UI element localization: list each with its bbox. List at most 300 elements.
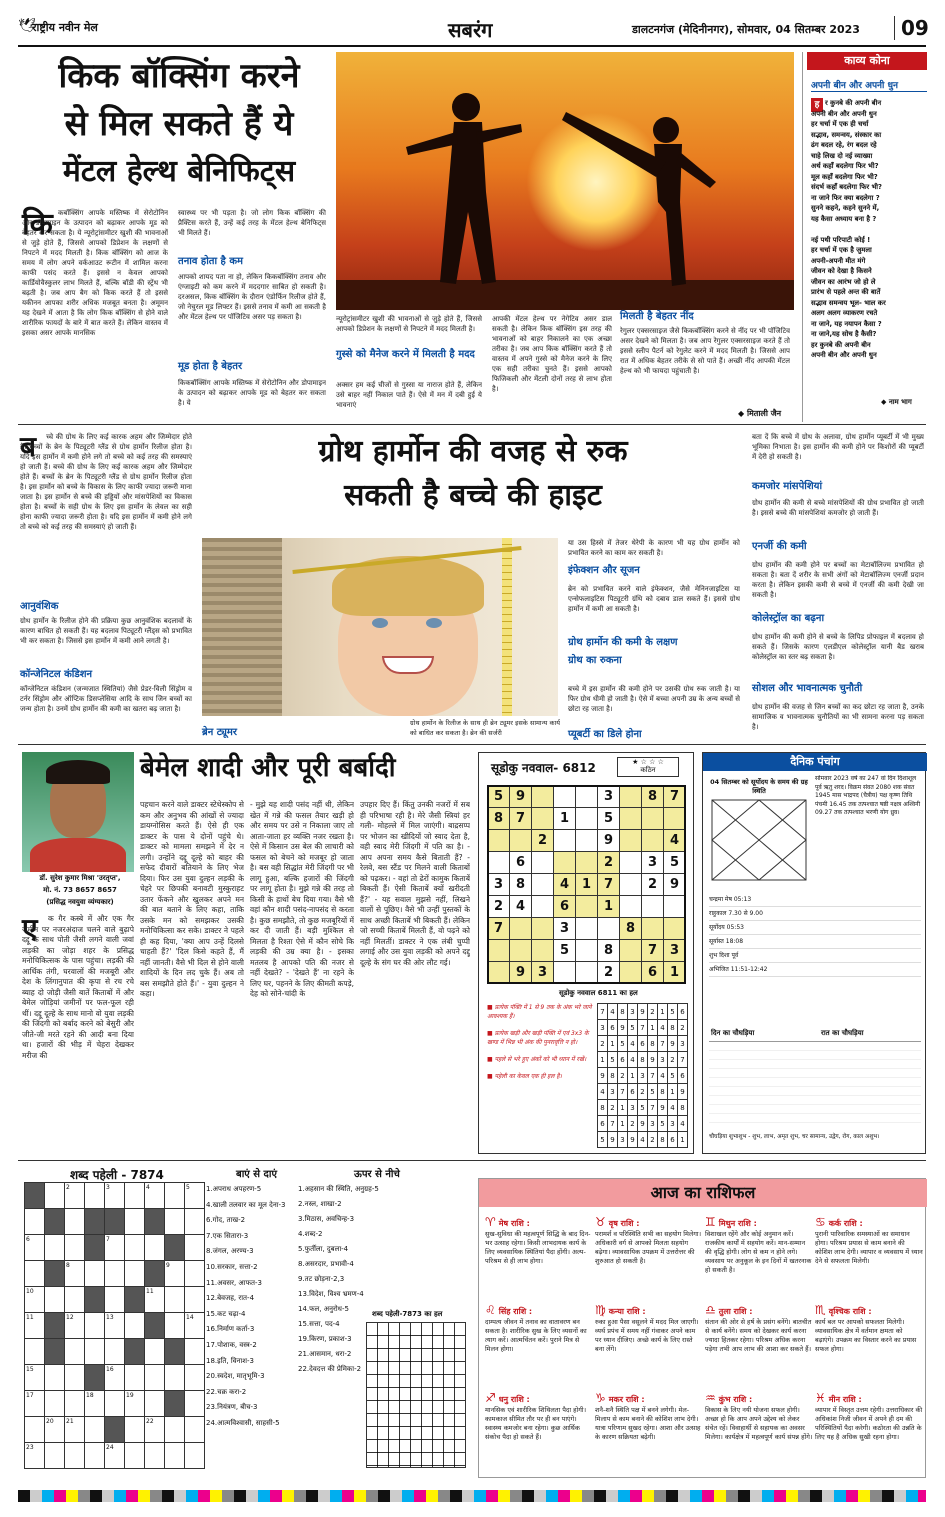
- dateline: डालटनगंज (मेदिनीनगर), सोमवार, 04 सितम्बर 2023: [632, 23, 860, 36]
- zodiac-icon: ♐: [485, 1391, 496, 1405]
- crossword-black-cell: [144, 1312, 165, 1339]
- crossword-black-cell: [84, 1364, 105, 1391]
- sudoku-answer-cell: 8: [677, 1099, 688, 1116]
- crossword-cell[interactable]: 9: [164, 1260, 185, 1287]
- crossword-cell[interactable]: [144, 1442, 165, 1469]
- growth-col1-text: च्चे की ग्रोथ के लिए कई कारक अहम और जिम्मेदार होते हैं। बच्चों के ब्रेन के पिट्यूटरी ग्लैंड से ग्रोथ हार्मोन रिलीज होता है। यदि इस हार्मोन में कमी होने लगे तो बच्चे को कई तरह की समस्याएं हो जाती हैं। बच्चे की ग्रोथ के लिए कई कारक अहम और जिम्मेदार होते हैं। बच्चों के ब्रेन के पिट्यूटरी ग्लैंड से ग्रोथ हार्मोन रिलीज होता है। इस हार्मोन को बच्चे के विकास के लिए काफी ज्यादा जरूरी माना जाता है। इस हार्मोन से बच्चे की हड्डियों और मांसपेशियों का विकास होता है। बच्चों के सही ग्रोथ के लिए इस हार्मोन के लेवल का सही होना काफी ज्यादा जरूरी होता है। यदि इस हार्मोन में कमी होने लगे तो बच्चे को कई तरह की समस्याएं हो जाती हैं।: [20, 433, 192, 531]
- sudoku-answer-cell: 3: [617, 1131, 628, 1148]
- sudoku-answer-cell: 8: [647, 1035, 658, 1052]
- across-clues: [206, 1182, 296, 1432]
- crossword-cell[interactable]: [24, 1338, 45, 1365]
- growth-headline-line: सकती है बच्चे की हाइट: [344, 478, 602, 513]
- crossword-cell[interactable]: 5: [184, 1182, 205, 1209]
- sudoku-answer-cell: 7: [647, 1067, 658, 1084]
- crossword-cell[interactable]: 11: [144, 1286, 165, 1313]
- sudoku-answer-cell: 7: [677, 1051, 688, 1068]
- panchang-row: शुभ दिशा पूर्व: [709, 949, 921, 963]
- sudoku-cell[interactable]: 7: [509, 807, 532, 830]
- section-rule: [18, 744, 926, 745]
- sudoku-cell[interactable]: 9: [663, 873, 686, 896]
- sudoku-answer-cell: 9: [667, 1035, 678, 1052]
- crossword-cell[interactable]: [124, 1364, 145, 1391]
- growth-subhead: कमजोर मांसपेशियां: [752, 481, 823, 492]
- sudoku-cell[interactable]: 5: [663, 851, 686, 874]
- crossword-cell[interactable]: 14: [184, 1312, 205, 1339]
- sudoku-cell[interactable]: 5: [553, 939, 576, 962]
- sudoku-answer-cell: 2: [647, 1003, 658, 1020]
- panchang-title: दैनिक पंचांग: [703, 753, 927, 771]
- sudoku-answer-cell: 4: [667, 1099, 678, 1116]
- rashi-card: [595, 1211, 703, 1295]
- poem-byline: ◆ नाम भाग: [881, 398, 912, 406]
- crossword-cell[interactable]: [84, 1442, 105, 1469]
- crossword-cell[interactable]: 12: [64, 1312, 85, 1339]
- sudoku-cell[interactable]: 5: [597, 807, 620, 830]
- sudoku-answer-cell: 5: [647, 1083, 658, 1100]
- crossword-cell[interactable]: 19: [124, 1390, 145, 1417]
- poem-line: हर कुनबे की अपनी बीन: [811, 340, 871, 349]
- sudoku-answer-cell: 2: [627, 1115, 638, 1132]
- page-number: 09: [894, 16, 929, 40]
- growth-headline-line: ग्रोथ हार्मोन की वजह से रुक: [318, 434, 628, 469]
- poem-dropcap: ह: [811, 98, 823, 112]
- sudoku-answer-cell: 5: [607, 1051, 618, 1068]
- sudoku-cell[interactable]: 2: [597, 851, 620, 874]
- growth-subhead: इंफेक्शन और सूजन: [568, 565, 640, 576]
- poem-line: सुनने कहने, कहने सुनने में,: [811, 204, 880, 212]
- poem-line: अपनी बीन और अपनी धुन: [811, 109, 877, 118]
- sudoku-cell[interactable]: 8: [487, 807, 510, 830]
- sudoku-cell[interactable]: 5: [487, 785, 510, 808]
- sudoku-cell[interactable]: 3: [487, 873, 510, 896]
- poem-line: प्रारंभ से पहले अन्त की बातें: [811, 288, 881, 296]
- photo-caption: ग्रोथ हार्मोन के रिलीज के साथ ही ब्रेन ट्यूमर इसके सामान्य कार्य को बाधित कर सकता है। ब्रेन की सर्जरी: [410, 719, 560, 737]
- poem-line: ढंग बदल रहे, रंग बदल रहे: [811, 141, 877, 149]
- growth-subhead: ब्रेन ट्यूमर: [202, 727, 237, 738]
- author-photo: [22, 752, 134, 872]
- lead-headline-line: किक बॉक्सिंग करने: [58, 56, 300, 96]
- sudoku-cell[interactable]: 7: [487, 917, 510, 940]
- crossword-cell[interactable]: [184, 1338, 205, 1365]
- sudoku-rules: [487, 1003, 593, 1089]
- panchang-info: सोमवार 2023 वर्ष का 247 वां दिन दिशाशूल पूर्व ऋतु शरद। विक्रम संवत 2080 शक संवत 1945 मास भाद्रपद (चैत्रीय) पक्ष कृष्ण तिथि पंचमी 16.45 तक तत्पश्चात षष्ठी नक्षत्र अश्विनी 09.27 तक तत्पश्चात भरणी योग ध्रुव।: [815, 775, 921, 817]
- crossword-cell[interactable]: [44, 1442, 65, 1469]
- crossword-cell[interactable]: [64, 1234, 85, 1261]
- rashi-card: [705, 1299, 813, 1383]
- crossword-cell[interactable]: [184, 1390, 205, 1417]
- sudoku-rule: ■ प्रत्येक खड़ी और खड़ी पंक्ति में एवं 3x3 के खण्ड में भिन्न भी अंक की पुनरावृत्ति न हो।: [487, 1030, 589, 1046]
- growth-col3-text: बच्चे में इस हार्मोन की कमी होने पर उसकी ग्रोथ रुक जाती है। या फिर ग्रोथ धीमी हो जाती है। ऐसे में बच्चा अपनी उम्र के अन्य बच्चों से छोटा रह जाता है।: [568, 685, 740, 713]
- sudoku-answer-cell: 3: [627, 1003, 638, 1020]
- sudoku-rule: ■ पहेली का केवल एक ही हल है।: [487, 1073, 562, 1080]
- panchang-box: [702, 752, 926, 1154]
- crossword-cell[interactable]: 7: [104, 1234, 125, 1261]
- sudoku-answer-cell: 4: [657, 1067, 668, 1084]
- rashifal-signs: [479, 1211, 927, 1479]
- sudoku-answer-cell: 7: [657, 1035, 668, 1052]
- crossword-cell[interactable]: [164, 1364, 185, 1391]
- sudoku-answer-cell: 6: [667, 1131, 678, 1148]
- sudoku-cell[interactable]: 3: [663, 939, 686, 962]
- sudoku-grid: [487, 785, 685, 983]
- crossword-cell[interactable]: 18: [84, 1390, 105, 1417]
- down-clue: 3.मिठास, अवचिन्ह-3: [298, 1215, 355, 1223]
- bemel-col2-text: पहचान करने वाले डाक्टर स्टेथेस्कोप से कम और अनुभव की आंखों से ज्यादा डायग्नोसिस करते हैं। ऐसे ही एक डाक्टर के पास ये दोनों पहुंचे थे। डाक्टर को मामला समझने में देर न लगी। उन्होंने दद्दू दूल्हे को बाहर की सफेद दीवारों बतियाने के लिए भेज दिया। फिर उस युवा दुल्हन लड़की के चेहरे पर छिपकी बनावटी मुस्कुराहट उतार फेंकने और खुलकर अपने मन की बात बताने के लिए कहा, ताकि उसके मन को समझकर उसकी मनोचिकित्सा कर सके। डाक्टर ने पहले ही कह दिया, 'क्या आप उन्हें दिलसे चाहती हैं?' 'दिल किसे कहते हैं, मैं नहीं जानती। वैसे भी दिल से होने वाली शादियों के दिन लद चुके हैं। अब तो बस समझौते होते हैं।' - युवा दुल्हन ने कहा।: [140, 800, 244, 998]
- growth-col3-text: या उस हिस्से में तेजर थेरेपी के कारण भी यह ग्रोथ हार्मोन को प्रभावित करने का काम कर सकती है।: [568, 539, 740, 557]
- down-clue: 5.फुर्तीला, दुबला-4: [298, 1245, 349, 1253]
- rashi-header: [705, 1211, 813, 1230]
- crossword-cell[interactable]: [164, 1442, 185, 1469]
- sudoku-answer-cell: 7: [637, 1019, 648, 1036]
- lead-subhead: गुस्से को मैनेज करने में मिलती है मदद: [336, 349, 475, 360]
- crossword-black-cell: [44, 1338, 65, 1365]
- sudoku-answer-cell: 4: [627, 1051, 638, 1068]
- rashi-card: [485, 1387, 593, 1471]
- crossword-cell[interactable]: [64, 1442, 85, 1469]
- sudoku-cell[interactable]: 4: [509, 895, 532, 918]
- crossword-cell[interactable]: [44, 1234, 65, 1261]
- choghadiya-night-label: रात का चौघड़िया: [821, 1029, 864, 1037]
- panchang-row: सूर्योदय 05:53: [709, 921, 921, 935]
- sudoku-answer-cell: 9: [637, 1003, 648, 1020]
- sudoku-answer-cell: 5: [657, 1115, 668, 1132]
- sudoku-answer-cell: 2: [597, 1035, 608, 1052]
- sudoku-cell[interactable]: 6: [553, 895, 576, 918]
- crossword-cell[interactable]: [64, 1338, 85, 1365]
- growth-col3-text: ब्रेन को प्रभावित करने वाले इंफेक्शन, जैसे मेनिनजाइटिस या एन्सेफलाइटिस पिट्यूटरी ग्रंथि को दबाव डाल सकते हैं। इससे ग्रोथ हार्मोन में कमी आ सकती है।: [568, 585, 740, 613]
- lead-headline-line: मेंटल हेल्थ बेनिफिट्स: [62, 154, 296, 189]
- sudoku-cell[interactable]: 2: [597, 961, 620, 984]
- poem-line: अर्थ कहाँ बदलेगा फिर भी?: [811, 162, 879, 170]
- sudoku-cell[interactable]: 3: [641, 851, 664, 874]
- sudoku-answer-cell: 4: [657, 1019, 668, 1036]
- panchang-row: अभिजित 11:51-12:42: [709, 963, 921, 977]
- sudoku-answer-cell: 2: [677, 1019, 688, 1036]
- crossword-cell[interactable]: [164, 1286, 185, 1313]
- crossword-cell[interactable]: [104, 1390, 125, 1417]
- crossword-cell[interactable]: [44, 1182, 65, 1209]
- sudoku-cell[interactable]: 4: [663, 829, 686, 852]
- crossword-cell[interactable]: 15: [24, 1364, 45, 1391]
- fighters-silhouette-icon: [336, 52, 794, 310]
- sudoku-cell[interactable]: 8: [641, 785, 664, 808]
- poem-line: मूल कहाँ बदलेगा फिर भी?: [811, 172, 878, 181]
- poem-title: अपनी बीन और अपनी धुन: [811, 78, 927, 92]
- crossword-cell[interactable]: [164, 1416, 185, 1443]
- crossword-cell[interactable]: [64, 1390, 85, 1417]
- sudoku-answer-cell: 7: [617, 1083, 628, 1100]
- poem-lines: [811, 98, 927, 361]
- panchang-row: सूर्यास्त 18:08: [709, 935, 921, 949]
- crossword-black-cell: [164, 1234, 185, 1261]
- crossword-cell[interactable]: [124, 1442, 145, 1469]
- sudoku-answer-cell: 1: [667, 1083, 678, 1100]
- crossword-cell[interactable]: [184, 1208, 205, 1235]
- across-clue: 12.बेवजह, रात-4: [206, 1294, 255, 1303]
- across-clue: 15.कट चढ़ा-4: [206, 1309, 246, 1318]
- sudoku-answer-cell: 2: [637, 1083, 648, 1100]
- crossword-cell[interactable]: [44, 1390, 65, 1417]
- rashi-card: [485, 1299, 593, 1383]
- sudoku-answer-cell: 9: [637, 1115, 648, 1132]
- sudoku-answer-cell: 1: [627, 1067, 638, 1084]
- rashi-text: व्यापार में विस्तृत उत्तम रहेगी। उत्तराधिकार की अधिकांश निजी जीवन में अपने ही दम की परिस्थितियों पैदा करेगी। कठोरता की उन्नति के लिए यह है अधिक सुखी रहना होगा।: [815, 1406, 923, 1441]
- growth-dropcap: ब: [20, 430, 36, 463]
- crossword-cell[interactable]: [124, 1182, 145, 1209]
- crossword-black-cell: [144, 1208, 165, 1235]
- sudoku-cell[interactable]: 3: [531, 961, 554, 984]
- rashi-text: रुका हुआ पैसा वसूलने में मदद मिल जाएगी। व्यर्थ प्रपंच में समय नहीं गंवाकर अपने काम पर ध्यान दीजिए। अच्छे कार्य के लिए रास्ते बना लेंगे।: [595, 1318, 699, 1353]
- crossword-cell[interactable]: 11: [24, 1312, 45, 1339]
- sudoku-answer-cell: 1: [617, 1115, 628, 1132]
- crossword-cell[interactable]: 13: [104, 1312, 125, 1339]
- crossword-cell[interactable]: [104, 1338, 125, 1365]
- sudoku-answer-cell: 9: [617, 1019, 628, 1036]
- across-clue: 11.अवसर, आफत-3: [206, 1278, 262, 1287]
- sudoku-level: [617, 757, 679, 777]
- sudoku-cell[interactable]: 9: [509, 785, 532, 808]
- rashi-header: [485, 1211, 593, 1230]
- sudoku-title: सूडोकु नववाल- 6812: [491, 761, 596, 775]
- sudoku-cell[interactable]: 9: [597, 829, 620, 852]
- sudoku-answer-cell: 1: [597, 1051, 608, 1068]
- sudoku-cell[interactable]: 3: [597, 785, 620, 808]
- section-rule: [18, 1160, 926, 1161]
- crossword-cell[interactable]: [164, 1182, 185, 1209]
- growth-headline: [200, 430, 746, 518]
- poem-box: [802, 52, 926, 422]
- crossword-cell[interactable]: [184, 1442, 205, 1469]
- measuring-tape-icon: [502, 538, 512, 716]
- lead-headline-line: से मिल सकते हैं ये: [64, 104, 294, 144]
- growth-subhead: ग्रोथ हार्मोन की कमी के लक्षण: [568, 637, 678, 648]
- sudoku-cell[interactable]: 3: [553, 917, 576, 940]
- sudoku-answer-cell: 8: [657, 1131, 668, 1148]
- poem-line: जीवन का आरंभ जो हो ले: [811, 277, 876, 286]
- sudoku-answer-cell: 8: [597, 1099, 608, 1116]
- sudoku-answer-cell: 1: [677, 1131, 688, 1148]
- sudoku-answer-cell: 7: [647, 1099, 658, 1116]
- down-clue: 22.देवदत्त की प्रेमिका-2: [298, 1365, 362, 1373]
- sudoku-cell[interactable]: 6: [509, 851, 532, 874]
- sudoku-level-label: कठिन: [640, 766, 656, 774]
- crossword-cell[interactable]: [84, 1338, 105, 1365]
- sudoku-cell[interactable]: 7: [663, 785, 686, 808]
- down-title: ऊपर से नीचे: [354, 1169, 400, 1180]
- lead-col4-text: आपकी मेंटल हेल्थ पर नेगेटिव असर डाल सकती है। लेकिन किक बॉक्सिंग इस तरह की भावनाओं को बाहर निकालने का एक अच्छा तरीका है। जब आप किक बॉक्सिंग करते हैं तो वास्तव में अपने गुस्से को मैनेज करने के लिए एक सही तरीका चुनते हैं। इससे आपको फिजिकली और मेंटली दोनों तरह से लाभ होता है।: [492, 315, 612, 393]
- sudoku-cell[interactable]: 2: [641, 873, 664, 896]
- sudoku-cell[interactable]: 1: [553, 807, 576, 830]
- sudoku-cell[interactable]: 1: [663, 961, 686, 984]
- crossword-cell[interactable]: 2: [64, 1182, 85, 1209]
- sudoku-rule: ■ पहले से भरे हुए अंकों को भी ध्यान में रखें।: [487, 1056, 587, 1063]
- sudoku-answer-cell: 4: [597, 1083, 608, 1100]
- growth-col4-text: ग्रोथ हार्मोन की कमी होने पर बच्चों का मेटाबॉलिज्म प्रभावित हो सकता है। बता दें शरीर के सभी अंगों को मेटाबॉलिज्म एनर्जी प्रदान करता है। लेकिन इसकी कमी से बच्चे में एनर्जी की कमी देखी जा सकती है।: [752, 561, 924, 599]
- sudoku-answer-cell: 6: [597, 1115, 608, 1132]
- rashi-name: सिंह राशि :: [498, 1307, 533, 1316]
- across-clue: 18.इति, विनाश-3: [206, 1356, 254, 1365]
- growth-col4-text: ग्रोथ हार्मोन की वजह से जिन बच्चों का कद छोटा रह जाता है, उनके सामाजिक व भावनात्मक चुनौतियों का भी सामना करना पड़ सकता है।: [752, 703, 924, 731]
- crossword-cell[interactable]: [24, 1260, 45, 1287]
- rashi-name: वृष राशि :: [608, 1219, 640, 1228]
- sudoku-cell[interactable]: 2: [487, 895, 510, 918]
- crossword-cell[interactable]: 8: [64, 1260, 85, 1287]
- author-name: डॉ. सुरेश कुमार मिश्रा 'उरतृप्त',: [39, 874, 121, 882]
- rashi-name: वृश्चिक राशि :: [828, 1307, 872, 1316]
- masthead-rule: [18, 45, 926, 47]
- rashi-card: [705, 1211, 813, 1295]
- crossword-black-cell: [44, 1260, 65, 1287]
- crossword-cell[interactable]: 16: [104, 1364, 125, 1391]
- crossword-cell[interactable]: 23: [24, 1442, 45, 1469]
- lead-col2-text: किकबॉक्सिंग आपके मस्तिष्क में सेरोटोनिन और डोपामाइन के उत्पादन को बढ़ाकर आपके मूड को बेहतर कर सकता है। ये: [178, 379, 326, 407]
- crossword-cell[interactable]: [64, 1286, 85, 1313]
- crossword-cell[interactable]: [84, 1312, 105, 1339]
- crossword-cell[interactable]: [44, 1286, 65, 1313]
- bemel-headline: बेमेल शादी और पूरी बर्बादी: [140, 753, 396, 783]
- poem-line: हर चर्चा में एक है जुमला: [811, 246, 872, 254]
- crossword-cell[interactable]: [24, 1208, 45, 1235]
- crossword-cell[interactable]: [124, 1234, 145, 1261]
- sudoku-answer-cell: 9: [597, 1067, 608, 1084]
- sudoku-cell[interactable]: 7: [641, 939, 664, 962]
- sudoku-cell[interactable]: 6: [641, 961, 664, 984]
- growth-col4-text: ग्रोथ हार्मोन की कमी होने से बच्चे के लिपिड प्रोफाइल में बदलाव हो सकते हैं। जिसके कारण एलडीएल कोलेस्ट्रॉल यानी बैड खराब कोलेस्ट्रॉल का स्तर बढ़ सकता है।: [752, 633, 924, 661]
- down-clue: 4.शब्द-2: [298, 1230, 323, 1238]
- lead-col2-text: आपको शायद पता ना हो, लेकिन किकबॉक्सिंग तनाव और एंग्जाइटी को कम करने में मददगार साबित हो सकती है। दरअसल, किक बॉक्सिंग के दौरान एंडोर्फिन रिलीज होते हैं, जो नेचुरल मूड लिफ्टर हैं। इससे तनाव में कमी आ सकती है और मेंटल हेल्थ पर पॉजिटिव असर पड़ सकता है।: [178, 273, 326, 321]
- sudoku-cell[interactable]: 8: [509, 873, 532, 896]
- growth-subhead: आनुवंशिक: [20, 601, 59, 612]
- crossword-cell[interactable]: 4: [144, 1182, 165, 1209]
- crossword-cell[interactable]: [84, 1260, 105, 1287]
- crossword-cell[interactable]: [124, 1208, 145, 1235]
- crossword-cell[interactable]: [24, 1416, 45, 1443]
- crossword-cell[interactable]: 20: [44, 1416, 65, 1443]
- sudoku-answer-cell: 6: [637, 1035, 648, 1052]
- lead-col3-text: अक्सर हम कई चीजों से गुस्सा या नाराज होते हैं, लेकिन उसे बाहर नहीं निकाल पाते हैं। ऐसे में मन में दबी हुई ये भावनाएं: [336, 381, 482, 409]
- crossword-cell[interactable]: [84, 1416, 105, 1443]
- crossword-cell[interactable]: [44, 1364, 65, 1391]
- crossword-black-cell: [124, 1286, 145, 1313]
- rashi-name: मीन राशि :: [828, 1395, 862, 1404]
- across-clue: 8.जंगल, अरण्य-3: [206, 1247, 254, 1256]
- sudoku-cell[interactable]: 4: [553, 873, 576, 896]
- sudoku-answer-cell: 5: [597, 1131, 608, 1148]
- sudoku-border: [487, 785, 686, 984]
- crossword-cell[interactable]: [184, 1364, 205, 1391]
- crossword-cell[interactable]: [84, 1182, 105, 1209]
- lead-byline: ◆ मिताली जैन: [738, 409, 782, 418]
- sudoku-answer-cell: 4: [607, 1003, 618, 1020]
- crossword-cell[interactable]: [64, 1208, 85, 1235]
- crossword-cell[interactable]: [124, 1312, 145, 1339]
- growth-col4-text: ग्रोथ हार्मोन की कमी से बच्चे मांसपेशियों की ग्रोथ प्रभावित हो जाती है। इससे बच्चे की मांसपेशियां कमजोर हो जाती हैं।: [752, 499, 924, 517]
- crossword-cell[interactable]: [64, 1364, 85, 1391]
- crossword-cell[interactable]: 24: [104, 1442, 125, 1469]
- print-color-bar: [18, 1490, 926, 1502]
- rashi-text: शनै-शनै स्थिति पक्ष में बनने लगेगी। मेल-मिलाप से काम बनाने की कोशिश लाभ देगी। यात्रा परिणाम सुखद रहेगा। आशा और उत्साह के कारण सक्रियता बढ़ेगी।: [595, 1406, 701, 1441]
- choghadiya-day-label: दिन का चौघड़िया: [711, 1029, 755, 1037]
- poem-line: ना जाने,यह सोच है कैसी?: [811, 330, 877, 338]
- sudoku-cell[interactable]: 1: [597, 895, 620, 918]
- section-name: सबरंग: [448, 18, 493, 42]
- crossword-black-cell: [164, 1390, 185, 1417]
- zodiac-icon: ♊: [705, 1215, 716, 1229]
- poem-line: अपनी बीन और अपनी धुन: [811, 351, 877, 359]
- crossword-answer-title: शब्द पहेली-7873 का हल: [372, 1310, 443, 1318]
- poem-line: अपनी-अपनी मीत मंगे: [811, 256, 866, 265]
- crossword-cell[interactable]: [144, 1390, 165, 1417]
- rashi-card: [595, 1387, 703, 1471]
- crossword-cell[interactable]: [104, 1260, 125, 1287]
- bemel-col1-text: क गैर कस्बे में और एक गैर जमीन पर नजरअंदाज चलने वाले बुढ़ापे दद्दू के साथ पोती जैसी लगने वाली जवां लड़की का जोड़ा शहर के प्रसिद्ध मनोचिकित्सक के पास पहुंचा। लड़की की आर्थिक तंगी, घरवालों की मजबूरी और देश के लिंगानुपात की कृपा से रच रचे ब्याह दो जोड़ी जैसी बातें किताबों में और बेमेल जोड़ियां जमीनों पर फल-फूल रही थीं। दद्दू दूल्हे के साथ मानो वो युवा लड़की की जिंदगी को बर्बाद करने को बेसुरी और जीते-जी मरते रहने की आदी बना दिया था। हजारों की भीड़ में चेहरा देखकर मरीज की: [22, 914, 134, 1060]
- rashi-text: पुरानी पारिवारिक समस्याओं का समाधान होगा। परिश्रम प्रयास से काम बनाने की कोशिश लाभ देगी। व्यापार व व्यवसाय में ध्यान देने से सफलता मिलेगी।: [815, 1230, 923, 1265]
- rashi-header: [595, 1211, 703, 1230]
- kickboxing-photo: [336, 52, 794, 310]
- zodiac-icon: ♋: [815, 1215, 826, 1229]
- crossword-cell[interactable]: [184, 1286, 205, 1313]
- crossword-cell[interactable]: [124, 1416, 145, 1443]
- crossword-cell[interactable]: [184, 1234, 205, 1261]
- rashi-text: संतान की ओर से हर्ष के प्रसंग बनेंगे। बातचीत से कार्य बनेंगे। समय को देखकर कार्य करना ज्यादा हितकर रहेगा। परिश्रम अधिक करना पड़ेगा तभी आप लाभ की आशा कर सकते हैं।: [705, 1318, 812, 1353]
- sudoku-answer-cell: 2: [617, 1067, 628, 1084]
- sudoku-answer-cell: 5: [667, 1067, 678, 1084]
- crossword-cell[interactable]: 22: [144, 1416, 165, 1443]
- crossword-cell[interactable]: 10: [24, 1286, 45, 1313]
- bemel-col4-text: उपहार दिए हैं। किंतु उनकी नजरों में सब ही परिभाषा रही है। मेरे जैसी स्त्रियां हर गली- मोहल्ले में मिल जाएंगी। बाद्रसप्प पर भोजन का खीदियों जो स्वाद देता है, वही स्वाद मेरी जिंदगी में पति का है। - आप अपना समय कैसे बिताती हैं? - रेलवे, बस स्टैंड पर मिलने वाली किताबों को पढ़कर। - वहां तो ढेरों कामुक किताबें बिकती हैं। ऐसी किताबें क्यों खरीदती हैं?' - यह सवाल मुझसे नहीं, लिखने वालों से पूछिए। वैसे भी उन्हीं पुस्तकों के साथ अच्छी किताबें भी बिकती हैं। लेकिन जो सच्ची किताबें मिलती हैं, वो पढ़ने को नहीं मिलतीं। डाक्टर ने एक लंबी चुप्पी लगाई और उस युवा लड़की को अपने दद्दू दूल्हे के संग घर की ओर लौट गई।: [360, 800, 470, 967]
- rashi-text: दाम्पत्य जीवन में तनाव का वातावरण बन सकता है। शारीरिक सुख के लिए व्यसनों का त्याग करें। आत्मचिंतन करें। पुराने मित्र से मिलन होगा।: [485, 1318, 587, 1353]
- sudoku-cell[interactable]: 8: [619, 917, 642, 940]
- rashi-name: कर्क राशि :: [828, 1219, 863, 1228]
- zodiac-icon: ♒: [705, 1391, 716, 1405]
- growth-subhead: एनर्जी की कमी: [752, 541, 807, 552]
- poem-line: अलग अलग व्याकरण रचते: [811, 309, 878, 317]
- crossword-black-cell: [144, 1260, 165, 1287]
- crossword-cell[interactable]: [144, 1234, 165, 1261]
- sudoku-cell[interactable]: 7: [597, 873, 620, 896]
- crossword-cell[interactable]: 6: [24, 1234, 45, 1261]
- crossword-cell[interactable]: 3: [104, 1182, 125, 1209]
- crossword-cell[interactable]: [104, 1286, 125, 1313]
- crossword-cell[interactable]: 21: [64, 1416, 85, 1443]
- across-title: बाएं से दाएं: [236, 1169, 277, 1180]
- sudoku-answer-cell: 5: [627, 1019, 638, 1036]
- crossword-cell[interactable]: 17: [24, 1390, 45, 1417]
- crossword-cell[interactable]: [184, 1416, 205, 1443]
- crossword-cell[interactable]: [144, 1364, 165, 1391]
- crossword-cell[interactable]: [164, 1312, 185, 1339]
- sudoku-answer-cell: 8: [637, 1051, 648, 1068]
- crossword-cell[interactable]: [144, 1338, 165, 1365]
- sudoku-cell[interactable]: 8: [597, 939, 620, 962]
- down-clue: 15.सत्ता, पद-4: [298, 1320, 340, 1328]
- rashi-header: [815, 1211, 923, 1230]
- crossword-cell[interactable]: [184, 1260, 205, 1287]
- sudoku-answer-cell: 6: [677, 1003, 688, 1020]
- crossword-cell[interactable]: [164, 1208, 185, 1235]
- sudoku-answer-cell: 2: [647, 1131, 658, 1148]
- lead-subhead: तनाव होता है कम: [178, 256, 244, 267]
- sudoku-cell[interactable]: 2: [531, 829, 554, 852]
- lead-subhead: मूड होता है बेहतर: [178, 361, 243, 372]
- sudoku-answer-cell: 3: [657, 1051, 668, 1068]
- down-clue: 21.आसमान, धरा-2: [298, 1350, 352, 1358]
- rashi-header: [705, 1299, 813, 1318]
- across-clue: 23.नियंत्रण, बीच-3: [206, 1403, 258, 1412]
- sudoku-cell[interactable]: 1: [575, 873, 598, 896]
- sudoku-cell[interactable]: 9: [509, 961, 532, 984]
- crossword-cell[interactable]: [124, 1260, 145, 1287]
